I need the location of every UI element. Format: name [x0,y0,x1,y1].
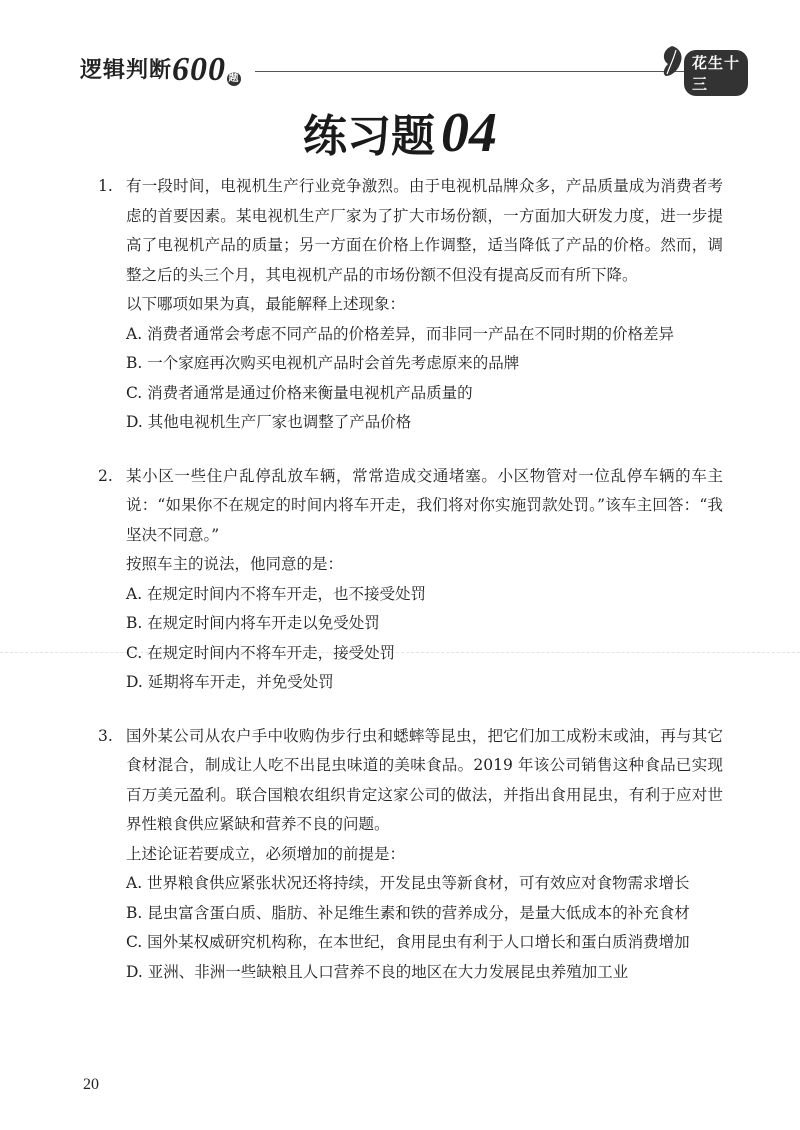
option-a: A. 在规定时间内不将车开走，也不接受处罚 [126,584,427,603]
question-text: 某小区一些住户乱停乱放车辆，常常造成交通堵塞。小区物管对一位乱停车辆的车主说：“如果你不在规定的时间内将车开走，我们将对你实施罚款处罚。”该车主回答：“我坚决不同意。” [126,466,723,544]
question-stem [98,722,723,840]
option-c: C. 国外某权威研究机构称，在本世纪，食用昆虫有利于人口增长和蛋白质消费增加 [126,933,690,951]
page-number: 20 [83,1076,99,1093]
question-list [98,172,723,1011]
page-header [80,40,741,93]
question-stem [98,462,723,551]
option-b: B. 一个家庭再次购买电视机产品时会首先考虑原来的品牌 [126,354,520,372]
option-b: B. 在规定时间内将车开走以免受处罚 [126,614,380,632]
question-number: 3. [98,726,113,745]
option-d: D. 延期将车开走，并免受处罚 [126,673,334,691]
book-title-number: 600 [172,51,227,88]
question-text: 有一段时间，电视机生产行业竞争激烈。由于电视机品牌众多，产品质量成为消费者考虑的首要因素。某电视机生产厂家为了扩大市场份额，一方面加大研发力度，进一步提高了电视机产品的质量；另一方面在价格上作调整，适当降低了产品的价格。然而，调整之后的头三个月，其电视机产品的市场份额不但没有提高反而有所下降。 [126,177,723,284]
book-title-suffix: 题 [228,73,240,84]
question-1 [98,172,723,438]
question-prompt: 以下哪项如果为真，最能解释上述现象： [126,295,406,313]
question-text: 国外某公司从农户手中收购伪步行虫和蟋蟀等昆虫，把它们加工成粉末或油，再与其它食材混合，制成让人吃不出昆虫味道的美味食品。2019 年该公司销售这种食品已实现百万美元盈利。联合国粮农组织肯定这家公司的做法，并指出食用昆虫，有利于应对世界性粮食供应紧缺和营养不良的问题。 [126,726,723,833]
question-prompt: 按照车主的说法，他同意的是： [126,555,344,573]
question-stem [98,172,723,290]
option-c: C. 消费者通常是通过价格来衡量电视机产品质量的 [126,383,473,402]
question-3 [98,722,723,988]
option-a: A. 消费者通常会考虑不同产品的价格差异，而非同一产品在不同时期的价格差异 [126,324,675,343]
option-a: A. 世界粮食供应紧张状况还将持续，开发昆虫等新食材，可有效应对食物需求增长 [126,874,690,892]
book-title [80,48,241,86]
book-title-text: 逻辑判断 [80,58,173,83]
question-number: 1. [98,177,113,195]
question-prompt: 上述论证若要成立，必须增加的前提是： [126,844,406,863]
brand-name: 花生十三 [684,50,748,96]
page-title [0,100,800,165]
option-c: C. 在规定时间内不将车开走，接受处罚 [126,643,396,662]
question-2 [98,462,723,698]
page-title-number: 04 [441,102,497,164]
peanut-leaf-icon [658,44,686,78]
page-title-text: 练习题 [303,111,435,162]
question-number: 2. [98,466,113,485]
header-rule [255,71,700,72]
option-d: D. 亚洲、非洲一些缺粮且人口营养不良的地区在大力发展昆虫养殖加工业 [126,962,629,981]
option-b: B. 昆虫富含蛋白质、脂肪、补足维生素和铁的营养成分，是量大低成本的补充食材 [126,903,690,922]
option-d: D. 其他电视机生产厂家也调整了产品价格 [126,413,412,431]
brand-logo [658,40,748,93]
